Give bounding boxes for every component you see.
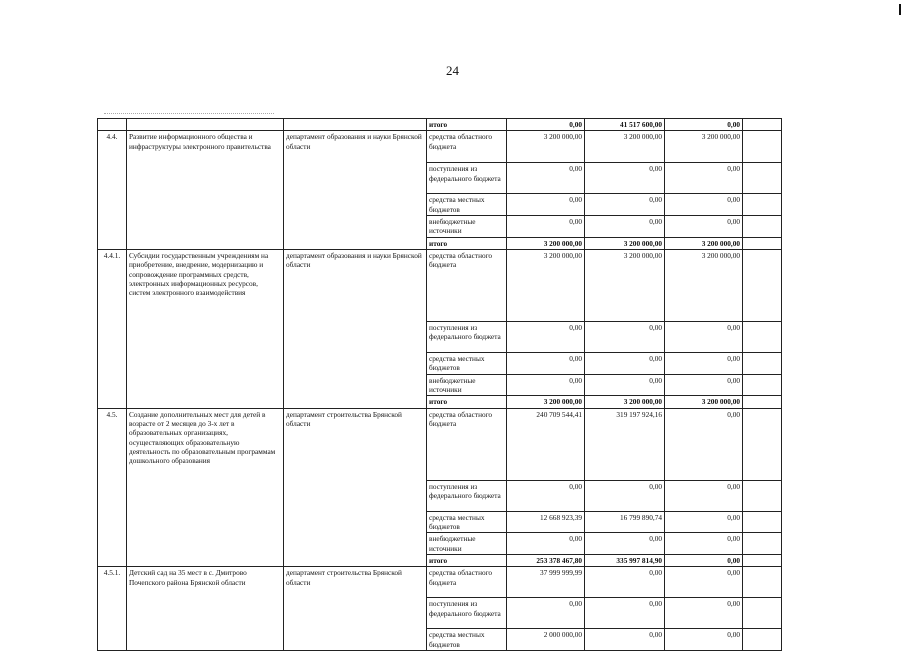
note-cell xyxy=(743,408,782,480)
funding-source: внебюджетные источники xyxy=(427,374,507,396)
amount-2: 16 799 890,74 xyxy=(585,511,665,533)
amount-3: 0,00 xyxy=(665,163,743,194)
amount-2: 3 200 000,00 xyxy=(585,249,665,321)
table-row xyxy=(98,567,782,598)
funding-source: средства областного бюджета xyxy=(427,567,507,598)
item-title xyxy=(127,163,284,194)
item-department xyxy=(284,480,427,511)
amount-3: 0,00 xyxy=(665,567,743,598)
amount-2: 41 517 600,00 xyxy=(585,119,665,131)
amount-2: 0,00 xyxy=(585,629,665,651)
note-cell xyxy=(743,374,782,396)
item-title xyxy=(127,194,284,216)
table-row xyxy=(98,119,782,131)
table-row xyxy=(98,237,782,249)
item-department: департамент образования и науки Брянской области xyxy=(284,131,427,163)
funding-source: средства местных бюджетов xyxy=(427,352,507,374)
table-row xyxy=(98,480,782,511)
note-cell xyxy=(743,194,782,216)
item-title xyxy=(127,533,284,555)
amount-1: 3 200 000,00 xyxy=(507,131,585,163)
item-title xyxy=(127,396,284,408)
item-title xyxy=(127,352,284,374)
funding-source: средства областного бюджета xyxy=(427,408,507,480)
table-row xyxy=(98,249,782,321)
table-row xyxy=(98,511,782,533)
amount-1: 0,00 xyxy=(507,533,585,555)
item-department xyxy=(284,321,427,352)
item-title xyxy=(127,598,284,629)
table-row xyxy=(98,215,782,237)
table-row xyxy=(98,321,782,352)
table-row xyxy=(98,374,782,396)
amount-2: 3 200 000,00 xyxy=(585,396,665,408)
item-title xyxy=(127,480,284,511)
amount-1: 3 200 000,00 xyxy=(507,396,585,408)
amount-3: 0,00 xyxy=(665,374,743,396)
amount-2: 0,00 xyxy=(585,374,665,396)
amount-2: 0,00 xyxy=(585,321,665,352)
item-department: департамент образования и науки Брянской области xyxy=(284,249,427,321)
amount-2: 0,00 xyxy=(585,480,665,511)
amount-2: 335 997 814,90 xyxy=(585,554,665,566)
amount-3: 3 200 000,00 xyxy=(665,396,743,408)
item-title xyxy=(127,237,284,249)
funding-source: итого xyxy=(427,554,507,566)
amount-2: 0,00 xyxy=(585,567,665,598)
note-cell xyxy=(743,131,782,163)
item-code: 4.5. xyxy=(98,408,127,480)
item-code xyxy=(98,194,127,216)
funding-source: поступления из федерального бюджета xyxy=(427,480,507,511)
item-code xyxy=(98,163,127,194)
item-code xyxy=(98,554,127,566)
item-code xyxy=(98,511,127,533)
amount-3: 0,00 xyxy=(665,554,743,566)
amount-2: 3 200 000,00 xyxy=(585,131,665,163)
item-department xyxy=(284,215,427,237)
item-code xyxy=(98,215,127,237)
note-cell xyxy=(743,598,782,629)
amount-2: 0,00 xyxy=(585,163,665,194)
amount-1: 0,00 xyxy=(507,321,585,352)
item-department xyxy=(284,554,427,566)
item-code xyxy=(98,598,127,629)
amount-1: 0,00 xyxy=(507,374,585,396)
budget-table-body xyxy=(98,119,782,651)
item-title xyxy=(127,119,284,131)
item-code xyxy=(98,321,127,352)
amount-1: 240 709 544,41 xyxy=(507,408,585,480)
item-code xyxy=(98,374,127,396)
amount-1: 2 000 000,00 xyxy=(507,629,585,651)
amount-1: 253 378 467,80 xyxy=(507,554,585,566)
funding-source: поступления из федерального бюджета xyxy=(427,321,507,352)
funding-source: поступления из федерального бюджета xyxy=(427,598,507,629)
table-row xyxy=(98,131,782,163)
note-cell xyxy=(743,567,782,598)
item-title: Детский сад на 35 мест в с. Дмитрово Почепского района Брянской области xyxy=(127,567,284,598)
amount-3: 0,00 xyxy=(665,119,743,131)
item-department xyxy=(284,163,427,194)
note-cell xyxy=(743,396,782,408)
amount-1: 37 999 999,99 xyxy=(507,567,585,598)
item-code xyxy=(98,533,127,555)
amount-2: 0,00 xyxy=(585,215,665,237)
item-department xyxy=(284,237,427,249)
note-cell xyxy=(743,554,782,566)
table-row xyxy=(98,352,782,374)
funding-source: средства местных бюджетов xyxy=(427,511,507,533)
amount-3: 0,00 xyxy=(665,533,743,555)
amount-1: 0,00 xyxy=(507,194,585,216)
amount-2: 0,00 xyxy=(585,533,665,555)
funding-source: средства местных бюджетов xyxy=(427,629,507,651)
item-code: 4.4. xyxy=(98,131,127,163)
note-cell xyxy=(743,321,782,352)
amount-1: 12 668 923,39 xyxy=(507,511,585,533)
funding-source: итого xyxy=(427,396,507,408)
item-department xyxy=(284,533,427,555)
amount-3: 0,00 xyxy=(665,629,743,651)
table-row xyxy=(98,408,782,480)
scan-edge-mark xyxy=(899,4,901,15)
amount-3: 0,00 xyxy=(665,194,743,216)
item-code: 4.5.1. xyxy=(98,567,127,598)
note-cell xyxy=(743,119,782,131)
amount-3: 0,00 xyxy=(665,215,743,237)
item-title: Создание дополнительных мест для детей в возрасте от 2 месяцев до 3-х лет в образовательных организациях, осуществляющих образовательную деятельность по образовательным программам дошкольного образования xyxy=(127,408,284,480)
amount-3: 3 200 000,00 xyxy=(665,237,743,249)
amount-3: 0,00 xyxy=(665,598,743,629)
funding-source: поступления из федерального бюджета xyxy=(427,163,507,194)
note-cell xyxy=(743,480,782,511)
item-department xyxy=(284,194,427,216)
amount-1: 0,00 xyxy=(507,119,585,131)
page-number: 24 xyxy=(446,63,459,78)
table-row xyxy=(98,533,782,555)
amount-1: 0,00 xyxy=(507,480,585,511)
note-cell xyxy=(743,163,782,194)
item-department xyxy=(284,598,427,629)
item-department xyxy=(284,374,427,396)
item-department: департамент строительства Брянской области xyxy=(284,408,427,480)
table-row xyxy=(98,554,782,566)
amount-3: 0,00 xyxy=(665,511,743,533)
item-code: 4.4.1. xyxy=(98,249,127,321)
item-code xyxy=(98,352,127,374)
budget-table xyxy=(97,118,782,651)
item-code xyxy=(98,119,127,131)
note-cell xyxy=(743,352,782,374)
amount-3: 0,00 xyxy=(665,480,743,511)
note-cell xyxy=(743,237,782,249)
table-row xyxy=(98,598,782,629)
item-title xyxy=(127,554,284,566)
amount-3: 3 200 000,00 xyxy=(665,131,743,163)
note-cell xyxy=(743,215,782,237)
funding-source: средства областного бюджета xyxy=(427,249,507,321)
amount-1: 0,00 xyxy=(507,352,585,374)
amount-1: 0,00 xyxy=(507,163,585,194)
note-cell xyxy=(743,511,782,533)
item-title xyxy=(127,321,284,352)
item-code xyxy=(98,237,127,249)
table-row xyxy=(98,194,782,216)
amount-1: 3 200 000,00 xyxy=(507,237,585,249)
amount-2: 0,00 xyxy=(585,598,665,629)
amount-3: 0,00 xyxy=(665,321,743,352)
funding-source: средства областного бюджета xyxy=(427,131,507,163)
item-department xyxy=(284,119,427,131)
amount-3: 3 200 000,00 xyxy=(665,249,743,321)
item-department xyxy=(284,511,427,533)
item-code xyxy=(98,480,127,511)
amount-1: 0,00 xyxy=(507,598,585,629)
item-department xyxy=(284,396,427,408)
amount-1: 0,00 xyxy=(507,215,585,237)
item-code xyxy=(98,396,127,408)
amount-2: 3 200 000,00 xyxy=(585,237,665,249)
item-title xyxy=(127,215,284,237)
amount-2: 319 197 924,16 xyxy=(585,408,665,480)
amount-3: 0,00 xyxy=(665,408,743,480)
note-cell xyxy=(743,533,782,555)
funding-source: средства местных бюджетов xyxy=(427,194,507,216)
item-title: Субсидии государственным учреждениям на приобретение, внедрение, модернизацию и сопровождение программных средств, электронных информационных ресурсов, систем электронного взаимодействия xyxy=(127,249,284,321)
table-row xyxy=(98,396,782,408)
item-department xyxy=(284,352,427,374)
funding-source: внебюджетные источники xyxy=(427,215,507,237)
table-row xyxy=(98,163,782,194)
funding-source: внебюджетные источники xyxy=(427,533,507,555)
funding-source: итого xyxy=(427,119,507,131)
amount-1: 3 200 000,00 xyxy=(507,249,585,321)
item-title xyxy=(127,374,284,396)
amount-2: 0,00 xyxy=(585,352,665,374)
item-title: Развитие информационного общества и инфраструктуры электронного правительства xyxy=(127,131,284,163)
item-department: департамент строительства Брянской области xyxy=(284,567,427,598)
item-title xyxy=(127,511,284,533)
amount-2: 0,00 xyxy=(585,194,665,216)
amount-3: 0,00 xyxy=(665,352,743,374)
funding-source: итого xyxy=(427,237,507,249)
note-cell xyxy=(743,249,782,321)
